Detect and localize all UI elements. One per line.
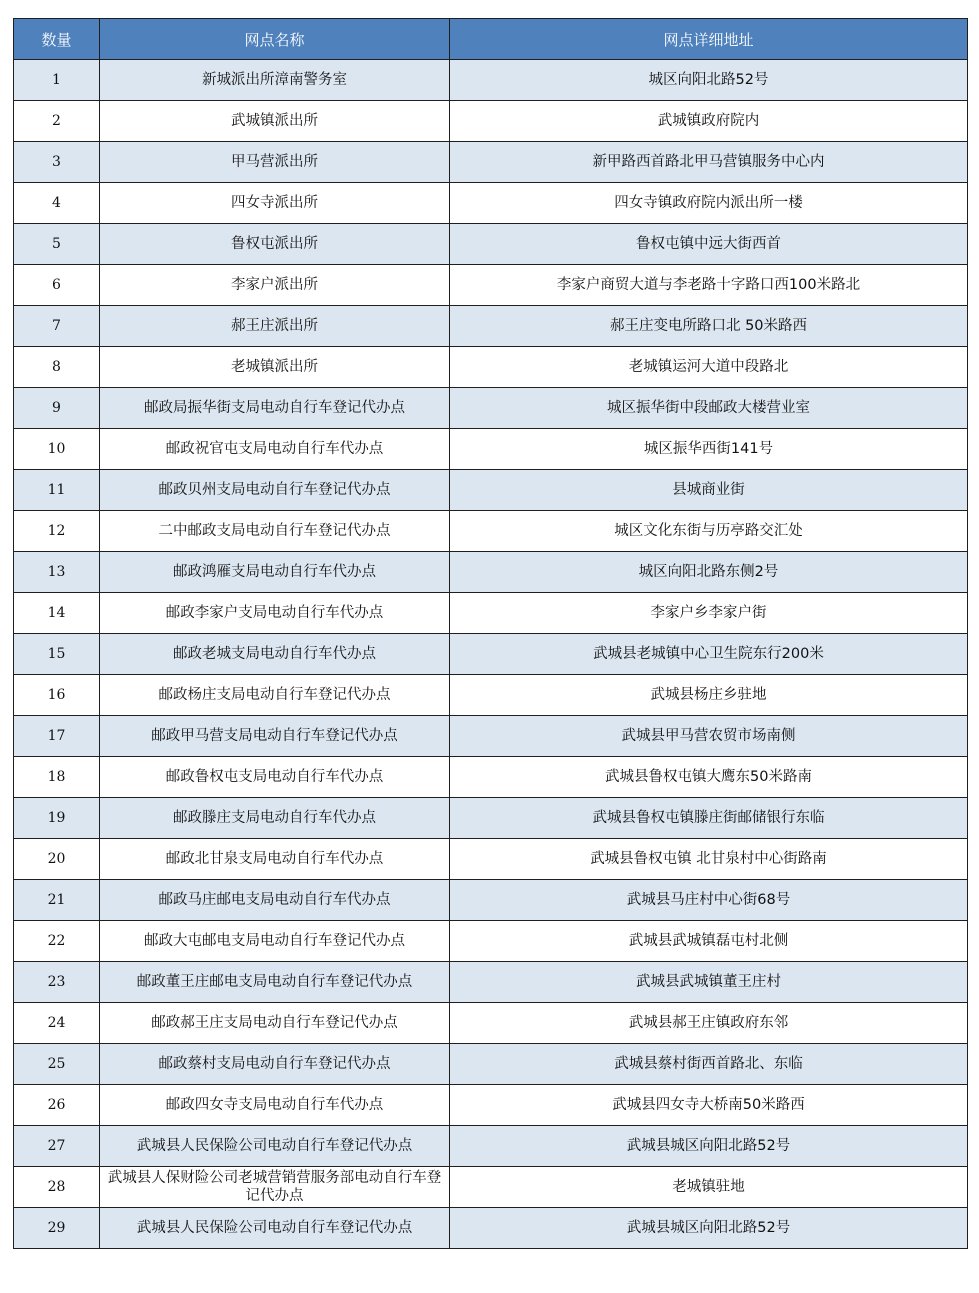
outlet-name: 四女寺派出所: [100, 183, 450, 224]
table-row: [14, 1167, 968, 1208]
outlet-name: 邮政大屯邮电支局电动自行车登记代办点: [100, 921, 450, 962]
outlet-name: 武城县人民保险公司电动自行车登记代办点: [100, 1126, 450, 1167]
row-number: 10: [14, 429, 100, 470]
row-number: 26: [14, 1085, 100, 1126]
table-row: [14, 388, 968, 429]
outlet-address: 武城县鲁权屯镇大鹰东50米路南: [450, 757, 968, 798]
outlet-name: 邮政甲马营支局电动自行车登记代办点: [100, 716, 450, 757]
table-row: [14, 757, 968, 798]
table-row: [14, 552, 968, 593]
outlet-address: 武城县蔡村街西首路北、东临: [450, 1044, 968, 1085]
row-number: 12: [14, 511, 100, 552]
outlet-name: 邮政鲁权屯支局电动自行车代办点: [100, 757, 450, 798]
outlet-name: 二中邮政支局电动自行车登记代办点: [100, 511, 450, 552]
row-number: 21: [14, 880, 100, 921]
outlet-name: 鲁权屯派出所: [100, 224, 450, 265]
row-number: 14: [14, 593, 100, 634]
row-number: 8: [14, 347, 100, 388]
outlet-name: 武城县人民保险公司电动自行车登记代办点: [100, 1208, 450, 1249]
outlet-address: 武城县郝王庄镇政府东邻: [450, 1003, 968, 1044]
outlet-address: 武城县武城镇磊屯村北侧: [450, 921, 968, 962]
outlet-name: 邮政郝王庄支局电动自行车登记代办点: [100, 1003, 450, 1044]
table-row: [14, 511, 968, 552]
table-row: [14, 839, 968, 880]
outlet-address: 武城县马庄村中心街68号: [450, 880, 968, 921]
outlet-address: 城区振华西街141号: [450, 429, 968, 470]
row-number: 7: [14, 306, 100, 347]
outlet-address: 老城镇驻地: [450, 1167, 968, 1208]
outlet-name: 邮政蔡村支局电动自行车登记代办点: [100, 1044, 450, 1085]
row-number: 22: [14, 921, 100, 962]
outlet-address: 城区文化东街与历亭路交汇处: [450, 511, 968, 552]
outlet-address: 武城县四女寺大桥南50米路西: [450, 1085, 968, 1126]
outlet-name: 邮政鸿雁支局电动自行车代办点: [100, 552, 450, 593]
row-number: 3: [14, 142, 100, 183]
table-row: [14, 224, 968, 265]
outlet-name: 邮政马庄邮电支局电动自行车代办点: [100, 880, 450, 921]
row-number: 29: [14, 1208, 100, 1249]
header-row: [14, 19, 968, 60]
outlet-table: [13, 18, 968, 1249]
outlet-name: 老城镇派出所: [100, 347, 450, 388]
table-row: [14, 183, 968, 224]
outlet-name: 邮政李家户支局电动自行车代办点: [100, 593, 450, 634]
row-number: 28: [14, 1167, 100, 1208]
outlet-name: 邮政祝官屯支局电动自行车代办点: [100, 429, 450, 470]
table-row: [14, 347, 968, 388]
outlet-address: 城区振华街中段邮政大楼营业室: [450, 388, 968, 429]
header-outlet-name: 网点名称: [100, 19, 450, 60]
row-number: 5: [14, 224, 100, 265]
table-row: [14, 1126, 968, 1167]
row-number: 6: [14, 265, 100, 306]
outlet-address: 武城县甲马营农贸市场南侧: [450, 716, 968, 757]
row-number: 1: [14, 60, 100, 101]
outlet-address: 郝王庄变电所路口北 50米路西: [450, 306, 968, 347]
outlet-name: 邮政四女寺支局电动自行车代办点: [100, 1085, 450, 1126]
outlet-address: 武城镇政府院内: [450, 101, 968, 142]
table-row: [14, 880, 968, 921]
row-number: 27: [14, 1126, 100, 1167]
outlet-address: 李家户商贸大道与李老路十字路口西100米路北: [450, 265, 968, 306]
outlet-address: 武城县武城镇董王庄村: [450, 962, 968, 1003]
outlet-address: 老城镇运河大道中段路北: [450, 347, 968, 388]
outlet-address: 武城县鲁权屯镇滕庄街邮储银行东临: [450, 798, 968, 839]
row-number: 13: [14, 552, 100, 593]
outlet-address: 武城县鲁权屯镇 北甘泉村中心街路南: [450, 839, 968, 880]
table-row: [14, 265, 968, 306]
row-number: 20: [14, 839, 100, 880]
outlet-name: 邮政贝州支局电动自行车登记代办点: [100, 470, 450, 511]
outlet-address: 四女寺镇政府院内派出所一楼: [450, 183, 968, 224]
row-number: 16: [14, 675, 100, 716]
outlet-name: 邮政老城支局电动自行车代办点: [100, 634, 450, 675]
outlet-name: 甲马营派出所: [100, 142, 450, 183]
table-row: [14, 101, 968, 142]
table-row: [14, 675, 968, 716]
outlet-name: 邮政杨庄支局电动自行车登记代办点: [100, 675, 450, 716]
row-number: 2: [14, 101, 100, 142]
table-row: [14, 470, 968, 511]
table-row: [14, 921, 968, 962]
outlet-name: 邮政北甘泉支局电动自行车代办点: [100, 839, 450, 880]
table-row: [14, 142, 968, 183]
row-number: 15: [14, 634, 100, 675]
row-number: 23: [14, 962, 100, 1003]
outlet-name: 李家户派出所: [100, 265, 450, 306]
outlet-name: 邮政滕庄支局电动自行车代办点: [100, 798, 450, 839]
outlet-address: 武城县城区向阳北路52号: [450, 1208, 968, 1249]
table-row: [14, 798, 968, 839]
table-row: [14, 716, 968, 757]
outlet-name: 邮政董王庄邮电支局电动自行车登记代办点: [100, 962, 450, 1003]
outlet-name: 武城县人保财险公司老城营销营服务部电动自行车登记代办点: [100, 1167, 450, 1208]
row-number: 25: [14, 1044, 100, 1085]
outlet-address: 武城县老城镇中心卫生院东行200米: [450, 634, 968, 675]
outlet-address: 城区向阳北路东侧2号: [450, 552, 968, 593]
outlet-address: 城区向阳北路52号: [450, 60, 968, 101]
table-body: [14, 60, 968, 1249]
table-row: [14, 429, 968, 470]
outlet-address: 武城县城区向阳北路52号: [450, 1126, 968, 1167]
table-row: [14, 1208, 968, 1249]
row-number: 18: [14, 757, 100, 798]
table-row: [14, 1085, 968, 1126]
header-outlet-address: 网点详细地址: [450, 19, 968, 60]
table-row: [14, 593, 968, 634]
outlet-address: 县城商业街: [450, 470, 968, 511]
row-number: 19: [14, 798, 100, 839]
table-row: [14, 1044, 968, 1085]
outlet-name: 武城镇派出所: [100, 101, 450, 142]
row-number: 4: [14, 183, 100, 224]
row-number: 17: [14, 716, 100, 757]
row-number: 11: [14, 470, 100, 511]
outlet-address: 武城县杨庄乡驻地: [450, 675, 968, 716]
outlet-name: 新城派出所漳南警务室: [100, 60, 450, 101]
table-row: [14, 962, 968, 1003]
table-row: [14, 634, 968, 675]
outlet-address: 鲁权屯镇中远大街西首: [450, 224, 968, 265]
table-row: [14, 60, 968, 101]
outlet-name: 郝王庄派出所: [100, 306, 450, 347]
table-row: [14, 1003, 968, 1044]
table-row: [14, 306, 968, 347]
row-number: 24: [14, 1003, 100, 1044]
header-count: 数量: [14, 19, 100, 60]
row-number: 9: [14, 388, 100, 429]
outlet-name: 邮政局振华街支局电动自行车登记代办点: [100, 388, 450, 429]
outlet-address: 新甲路西首路北甲马营镇服务中心内: [450, 142, 968, 183]
outlet-address: 李家户乡李家户街: [450, 593, 968, 634]
